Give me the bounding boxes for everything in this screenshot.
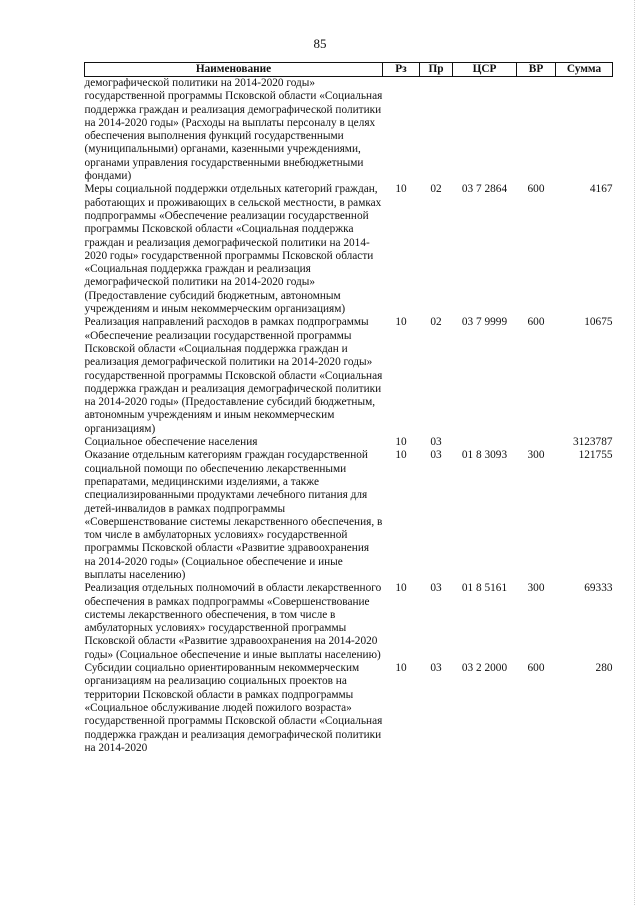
header-csr: ЦСР (453, 63, 517, 77)
row-pr (420, 77, 453, 184)
row-vr: 600 (527, 316, 545, 329)
row-rz: 10 (395, 582, 407, 595)
row-rz: 10 (395, 316, 407, 329)
table-row (85, 183, 613, 316)
row-name: демографической политики на 2014-2020 годы» государственной программы Псковской области «Социальная поддержка граждан и реализация демографической политики на 2014-2020 годы» (Расходы на выплаты персоналу в целях обеспечения выполнения функций государственными (муниципальными) органами, казенными учреждениями, органами управления государственными внебюджетными фондами) (84, 77, 383, 183)
header-rz: Рз (383, 63, 420, 77)
row-pr: 03 (430, 449, 442, 462)
row-csr (453, 77, 517, 184)
row-name: Реализация отдельных полномочий в области лекарственного обеспечения в рамках подпрограммы «Совершенствование системы лекарственного обеспечения, в том числе в амбулаторных условиях» государственной программы Псковской области «Развитие здравоохранения на 2014-2020 годы» (Социальное обеспечение и иные выплаты населению) (84, 582, 382, 661)
row-name: Реализация направлений расходов в рамках подпрограммы «Обеспечение реализации государственной программы Псковской области «Социальная поддержка граждан и реализация демографической политики на 2014-2020 годы» государственной программы Псковской области «Социальная поддержка граждан и реализация демографической политики на 2014-2020 годы» (Предоставление субсидий бюджетным, автономным учреждениям и иным некоммерческим организациям) (84, 316, 383, 435)
row-sum: 10675 (584, 316, 613, 329)
table-header (85, 63, 613, 77)
row-rz: 10 (395, 449, 407, 462)
row-sum: 280 (595, 662, 613, 675)
row-name: Социальное обеспечение населения (84, 436, 258, 449)
row-name: Меры социальной поддержки отдельных категорий граждан, работающих и проживающих в сельской местности, в рамках подпрограммы «Обеспечение реализации государственной программы Псковской области «Социальная поддержка граждан и реализация демографической политики на 2014-2020 годы» государственной программы Псковской области «Социальная поддержка граждан и реализация демографической политики на 2014-2020 годы» (Предоставление субсидий бюджетным, автономным учреждениям и иным некоммерческим организациям) (84, 183, 382, 316)
table-row (85, 662, 613, 755)
row-pr: 02 (430, 183, 442, 196)
row-sum: 4167 (589, 183, 613, 196)
table-row (85, 77, 613, 184)
row-rz: 10 (395, 436, 407, 449)
row-csr (453, 436, 517, 449)
row-rz: 10 (395, 662, 407, 675)
row-pr: 03 (430, 582, 442, 595)
row-sum: 69333 (584, 582, 613, 595)
header-sum: Сумма (556, 63, 613, 77)
row-name: Оказание отдельным категориям граждан государственной социальной помощи по обеспечению лекарственными препаратами, медицинскими изделиями, а также специализированными продуктами лечебного питания для детей-инвалидов в рамках подпрограммы «Совершенствование системы лекарственного обеспечения, в том числе в амбулаторных условиях» государственной программы Псковской области «Развитие здравоохранения на 2014-2020 годы» (Социальное обеспечение и иные выплаты населению) (84, 449, 383, 581)
page-number: 85 (313, 36, 327, 51)
table-row (85, 449, 613, 582)
row-csr: 03 2 2000 (461, 662, 508, 675)
row-pr: 03 (430, 662, 442, 675)
row-pr: 02 (430, 316, 442, 329)
row-sum: 3123787 (572, 436, 613, 449)
row-csr: 03 7 9999 (461, 316, 508, 329)
scan-edge-line (634, 0, 636, 905)
row-pr: 03 (430, 436, 442, 449)
table-row (85, 582, 613, 662)
row-vr (517, 436, 556, 449)
table-body (85, 77, 613, 756)
row-name: Субсидии социально ориентированным некоммерческим организациям на реализацию социальных проектов на территории Псковской области в рамках подпрограммы «Социальное обслуживание людей пожилого возраста» государственной программы Псковской области «Социальная поддержка граждан и реализация демографической политики на 2014-2020 (84, 662, 383, 754)
row-vr: 600 (527, 183, 545, 196)
row-vr: 300 (527, 449, 545, 462)
row-vr: 300 (527, 582, 545, 595)
row-csr: 01 8 5161 (461, 582, 508, 595)
budget-table (84, 62, 613, 755)
table-row (85, 436, 613, 449)
row-csr: 01 8 3093 (461, 449, 508, 462)
row-sum (556, 77, 613, 184)
row-sum: 121755 (578, 449, 613, 462)
row-vr: 600 (527, 662, 545, 675)
header-name: Наименование (85, 63, 383, 77)
row-vr (517, 77, 556, 184)
table-row (85, 316, 613, 436)
header-pr: Пр (420, 63, 453, 77)
row-rz: 10 (395, 183, 407, 196)
row-csr: 03 7 2864 (461, 183, 508, 196)
header-vr: ВР (517, 63, 556, 77)
row-rz (383, 77, 420, 184)
